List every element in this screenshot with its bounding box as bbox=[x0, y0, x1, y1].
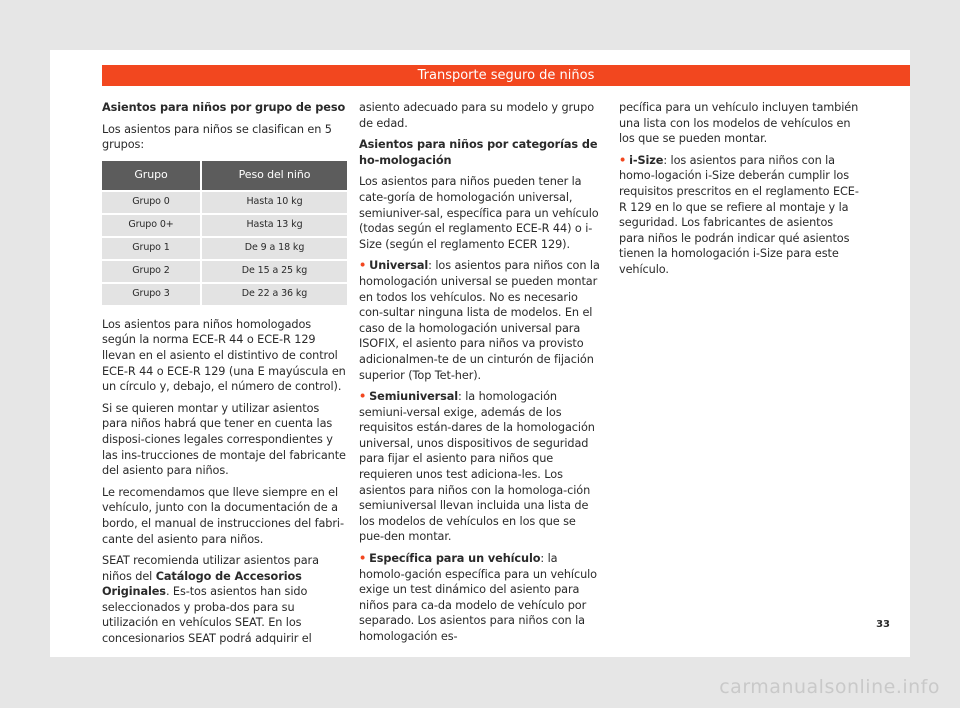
bullet-text: : la homolo-gación específica para un vehículo exige un test dinámico del asiento para niños para ca-da modelo de vehículo por separado. Los asientos para niños con la homologación es- bbox=[359, 552, 597, 643]
table-cell: Grupo 1 bbox=[102, 238, 202, 259]
column-1 bbox=[102, 100, 347, 653]
table-row bbox=[102, 238, 347, 259]
accessories-catalog-link-text: Catálogo de Accesorios Originales bbox=[102, 569, 302, 599]
column-3 bbox=[619, 100, 860, 284]
bullet-dot-icon: • bbox=[359, 552, 367, 566]
paragraph: Los asientos para niños homologados según la norma ECE-R 44 o ECE-R 129 llevan en el asiento el distintivo de control ECE-R 44 o ECE-R 129 (una E mayúscula en un círculo y, debajo, el número de control). bbox=[102, 317, 346, 394]
table-cell: De 9 a 18 kg bbox=[202, 238, 347, 259]
table-cell: Grupo 2 bbox=[102, 261, 202, 282]
table-cell: Grupo 0 bbox=[102, 192, 202, 213]
table-cell: Grupo 3 bbox=[102, 284, 202, 305]
bullet-term: Específica para un vehículo bbox=[369, 552, 541, 566]
table-header-weight: Peso del niño bbox=[202, 161, 347, 190]
page-number: 33 bbox=[876, 619, 890, 630]
table-cell: De 15 a 25 kg bbox=[202, 261, 347, 282]
heading-homologation-categories: Asientos para niños por categorías de ho-mologación bbox=[359, 138, 598, 167]
paragraph: pecífica para un vehículo incluyen también una lista con los modelos de vehículos en los que se pueden montar. bbox=[619, 101, 859, 146]
bullet-text: : los asientos para niños con la homologación universal se pueden montar en todos los vehículos. No es necesario con-sultar ninguna lista de modelos. En el caso de la homologación universal para ISOFIX, el asiento para niños va provisto adicionalmen-te de un cinturón de fijación superior (Top Tet-her). bbox=[359, 259, 600, 382]
table-cell: De 22 a 36 kg bbox=[202, 284, 347, 305]
text-run: SEAT recomienda utilizar asientos para niños del bbox=[102, 554, 319, 583]
bullet-dot-icon: • bbox=[359, 390, 367, 404]
intro-text: Los asientos para niños se clasifican en 5 grupos: bbox=[102, 122, 332, 152]
table-cell: Hasta 10 kg bbox=[202, 192, 347, 213]
table-row bbox=[102, 215, 347, 236]
bullet-term: Semiuniversal bbox=[369, 390, 459, 404]
bullet-i-size bbox=[619, 153, 860, 278]
paragraph: Si se quieren montar y utilizar asientos para niños habrá que tener en cuenta las disposi-ciones legales correspondientes y las ins-trucciones de montaje del fabricante del asiento para niños. bbox=[102, 401, 346, 478]
paragraph: Le recomendamos que lleve siempre en el vehículo, junto con la documentación de a bordo, el manual de instrucciones del fabri-cante del asiento para niños. bbox=[102, 485, 344, 546]
table-row bbox=[102, 192, 347, 213]
bullet-term: i-Size bbox=[629, 153, 664, 167]
manual-page bbox=[50, 50, 910, 657]
bullet-text: : los asientos para niños con la homo-logación i-Size deberán cumplir los requisitos prescritos en el reglamento ECE-R 129 en lo que se refiere al montaje y la seguridad. Los fabricantes de asientos para niños le podrán indicar qué asientos tienen la homologación i-Size para este vehículo. bbox=[619, 153, 859, 276]
paragraph: asiento adecuado para su modelo y grupo de edad. bbox=[359, 101, 595, 130]
groups-table bbox=[102, 159, 347, 307]
table-cell: Hasta 13 kg bbox=[202, 215, 347, 236]
bullet-dot-icon: • bbox=[359, 259, 367, 273]
paragraph: Los asientos para niños pueden tener la cate-goría de homologación universal, semiuniver-sal, específica para un vehículo (todas según el reglamento ECE-R 44) o i-Size (según el reglamento ECER 129). bbox=[359, 175, 599, 251]
paragraph bbox=[102, 553, 347, 647]
table-row bbox=[102, 261, 347, 282]
bullet-universal bbox=[359, 258, 600, 383]
bullet-text: : la homologación semiuni-versal exige, además de los requisitos están-dares de la homologación universal, unos dispositivos de seguridad para fijar el asiento para niños que requieren unos test adiciona-les. Los asientos para niños con la homologa-ción semiuniversal llevan incluida una lista de los modelos de vehículos en los que se pue-den montar. bbox=[359, 390, 595, 544]
table-cell: Grupo 0+ bbox=[102, 215, 202, 236]
bullet-dot-icon: • bbox=[619, 153, 627, 167]
bullet-vehicle-specific bbox=[359, 551, 600, 645]
bullet-semiuniversal bbox=[359, 389, 600, 545]
watermark: carmanualsonline.info bbox=[719, 676, 940, 698]
table-header-row bbox=[102, 161, 347, 190]
table-header-group: Grupo bbox=[102, 161, 202, 190]
column-2 bbox=[359, 100, 600, 651]
heading-weight-groups: Asientos para niños por grupo de peso bbox=[102, 101, 346, 114]
bullet-term: Universal bbox=[369, 259, 429, 273]
text-run: . Es-tos asientos han sido seleccionados y proba-dos para su utilización en vehículos SEAT. En los concesionarios SEAT podrá adquirir el bbox=[102, 585, 312, 646]
section-header: Transporte seguro de niños bbox=[102, 65, 910, 86]
table-row bbox=[102, 284, 347, 305]
